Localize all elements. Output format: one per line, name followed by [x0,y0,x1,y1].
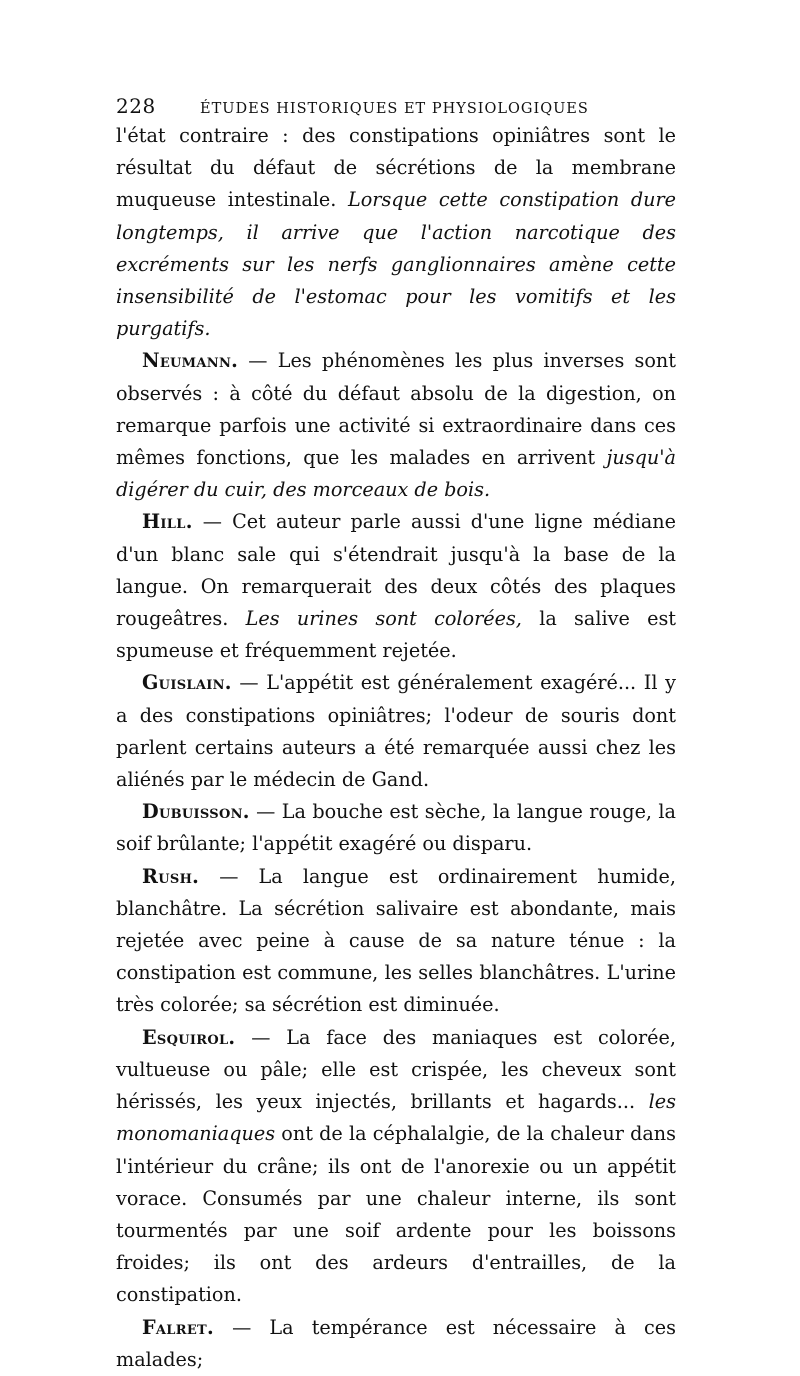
paragraph-hill [116,506,676,667]
author-name: Rush. [142,864,200,888]
running-title: ÉTUDES HISTORIQUES ET PHYSIOLOGIQUES [200,101,589,117]
author-name: Hill. [142,510,193,534]
paragraph-neumann [116,345,676,506]
text-run: — La tempérance est nécessaire à ces malades; [116,1315,676,1371]
running-header [116,90,676,120]
text-run: la salive est spumeuse et fréquemment rejetée. [116,607,676,663]
italic-run: jusqu'à digérer du cuir, des morceaux de bois. [116,446,676,502]
paragraph-rush [116,861,676,1022]
author-name: Neumann. [142,349,239,373]
text-run: — Les phénomènes les plus inverses sont observés : à côté du défaut absolu de la digestion, on remarque parfois une activité si extraordinaire dans ces mêmes fonctions, que les malades en arrivent [116,349,676,470]
text-run: — La face des maniaques est colorée, vultueuse ou pâle; elle est crispée, les cheveux sont hérissés, les yeux injectés, brillants et hagards... [116,1025,676,1114]
text-run: — La langue est ordinairement humide, blanchâtre. La sécrétion salivaire est abondante, mais rejetée avec peine à cause de sa nature ténue : la constipation est commune, les selles blanchâtres. L'urine très colorée; sa sécrétion est diminuée. [116,864,676,1017]
paragraph-falret [116,1312,676,1376]
author-name: Esquirol. [142,1025,236,1049]
text-run: — L'appétit est généralement exagéré... Il y a des constipations opiniâtres; l'odeur de souris dont parlent certains auteurs a été remarquée aussi chez les aliénés par le médecin de Gand. [116,671,676,792]
text-run: — Cet auteur parle aussi d'une ligne médiane d'un blanc sale qui s'étendrait jusqu'à la base de la langue. On remarquerait des deux côtés des plaques rougeâtres. [116,510,676,631]
author-name: Dubuisson. [142,800,250,824]
book-page [116,90,676,1376]
paragraph-dubuisson [116,796,676,860]
author-name: Guislain. [142,671,232,695]
paragraph-guislain [116,667,676,796]
author-name: Falret. [142,1315,215,1339]
italic-run: Les urines sont colorées, [245,607,522,631]
text-run: l'état contraire : des constipations opiniâtres sont le résultat du défaut de sécrétions de la membrane muqueuse intestinale. [116,124,676,212]
italic-run: Lorsque cette constipation dure longtemps, il arrive que l'action narcotique des excréments sur les nerfs ganglionnaires amène cette insensibilité de l'estomac pour les vomitifs et les purgatifs. [116,188,677,341]
italic-run: les monomaniaques [116,1090,676,1146]
page-number: 228 [116,94,156,118]
text-run: — La bouche est sèche, la langue rouge, la soif brûlante; l'appétit exagéré ou disparu. [116,800,676,856]
text-run: ont de la céphalalgie, de la chaleur dans l'intérieur du crâne; ils ont de l'anorexie ou un appétit vorace. Consumés par une chaleur interne, ils sont tourmentés par une soif ardente pour les boissons froides; ils ont des ardeurs d'entrailles, de la constipation. [116,1122,676,1307]
paragraph-esquirol [116,1022,676,1312]
paragraph-continuation [116,120,676,345]
